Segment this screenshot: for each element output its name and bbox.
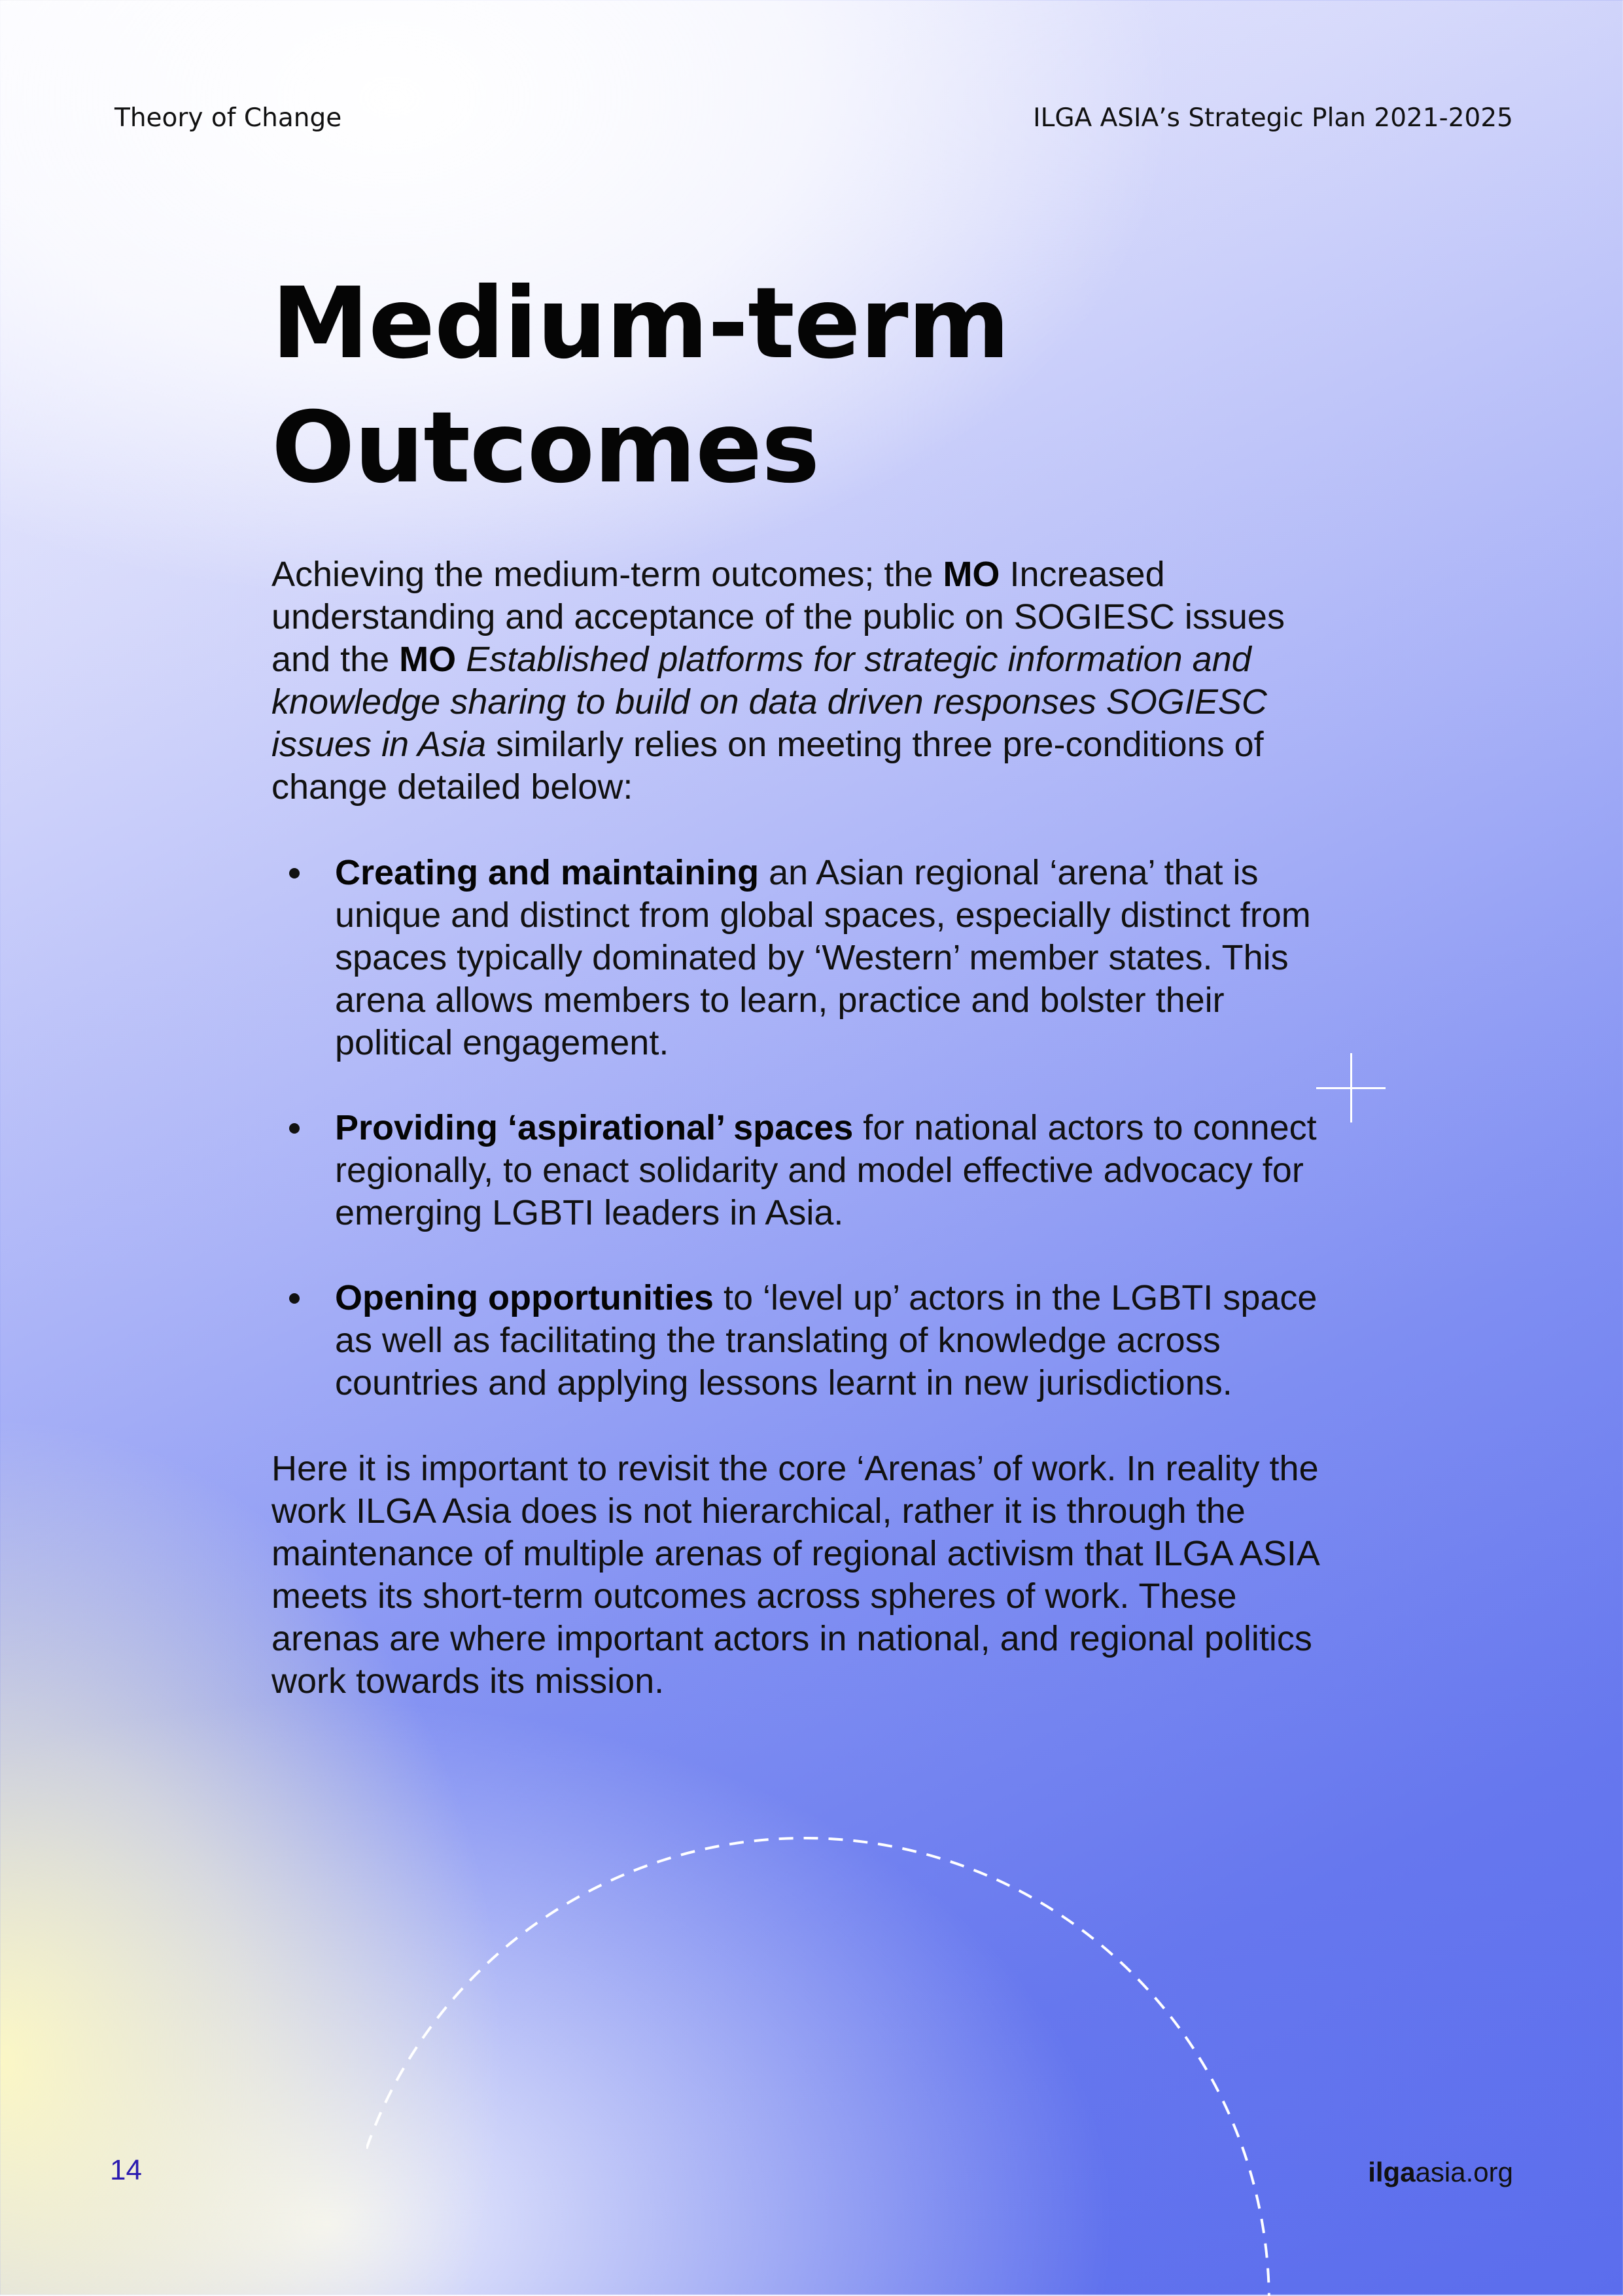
bullet-icon	[289, 1123, 300, 1134]
main-content	[271, 553, 1344, 1703]
page-title-line-2: Outcomes	[271, 391, 820, 505]
list-item-text: to ‘level up’ actors in the LGBTI space as well as facilitating the translating of knowledge across countries and applying lessons learnt in new jurisdictions.	[335, 1278, 1318, 1402]
bullet-icon	[289, 868, 300, 878]
footer-website-bold: ilga	[1368, 2157, 1416, 2187]
intro-mo-label-1: MO	[943, 555, 1000, 594]
footer-website-rest: asia.org	[1415, 2157, 1513, 2187]
list-item-text: an Asian regional ‘arena’ that is unique and distinct from global spaces, especially distinct from spaces typically dominated by ‘Western’ member states. This arena allows members to learn, practice and bolster their political engagement.	[335, 853, 1311, 1062]
intro-text-1: Achieving the medium-term outcomes; the	[271, 555, 943, 594]
footer-website	[1368, 2157, 1513, 2188]
dashed-arc-decoration	[366, 1825, 1295, 2296]
list-item-bold: Providing ‘aspirational’ spaces	[335, 1108, 854, 1147]
list-item-text: for national actors to connect regionally, to enact solidarity and model effective advocacy for emerging LGBTI leaders in Asia.	[335, 1108, 1317, 1232]
plus-icon	[1316, 1053, 1386, 1122]
list-item-bold: Creating and maintaining	[335, 853, 759, 892]
page-number: 14	[110, 2154, 142, 2186]
header-document-title: ILGA ASIA’s Strategic Plan 2021-2025	[1033, 103, 1513, 133]
intro-italic-outcome: Established platforms for strategic information and knowledge sharing to build on data driven responses SOGIESC issues in Asia	[271, 640, 1267, 764]
list-item	[271, 1277, 1344, 1404]
intro-paragraph	[271, 553, 1344, 809]
intro-text-3	[456, 640, 466, 679]
page-title-line-1: Medium-term	[271, 267, 1009, 381]
preconditions-list	[271, 852, 1344, 1404]
header-section-title: Theory of Change	[114, 103, 342, 133]
intro-text-2: Increased understanding and acceptance of the public on SOGIESC issues and the	[271, 555, 1285, 679]
list-item-bold: Opening opportunities	[335, 1278, 714, 1317]
intro-text-4: similarly relies on meeting three pre-conditions of change detailed below:	[271, 725, 1264, 807]
list-item	[271, 852, 1344, 1064]
intro-mo-label-2: MO	[399, 640, 457, 679]
page-title	[271, 262, 1384, 510]
list-item	[271, 1107, 1344, 1234]
closing-paragraph: Here it is important to revisit the core ‘Arenas’ of work. In reality the work ILGA Asia does is not hierarchical, rather it is through the maintenance of multiple arenas of regional activism that ILGA ASIA meets its short-term outcomes across spheres of work. These arenas are where important actors in national, and regional politics work towards its mission.	[271, 1449, 1319, 1701]
bullet-icon	[289, 1293, 300, 1304]
